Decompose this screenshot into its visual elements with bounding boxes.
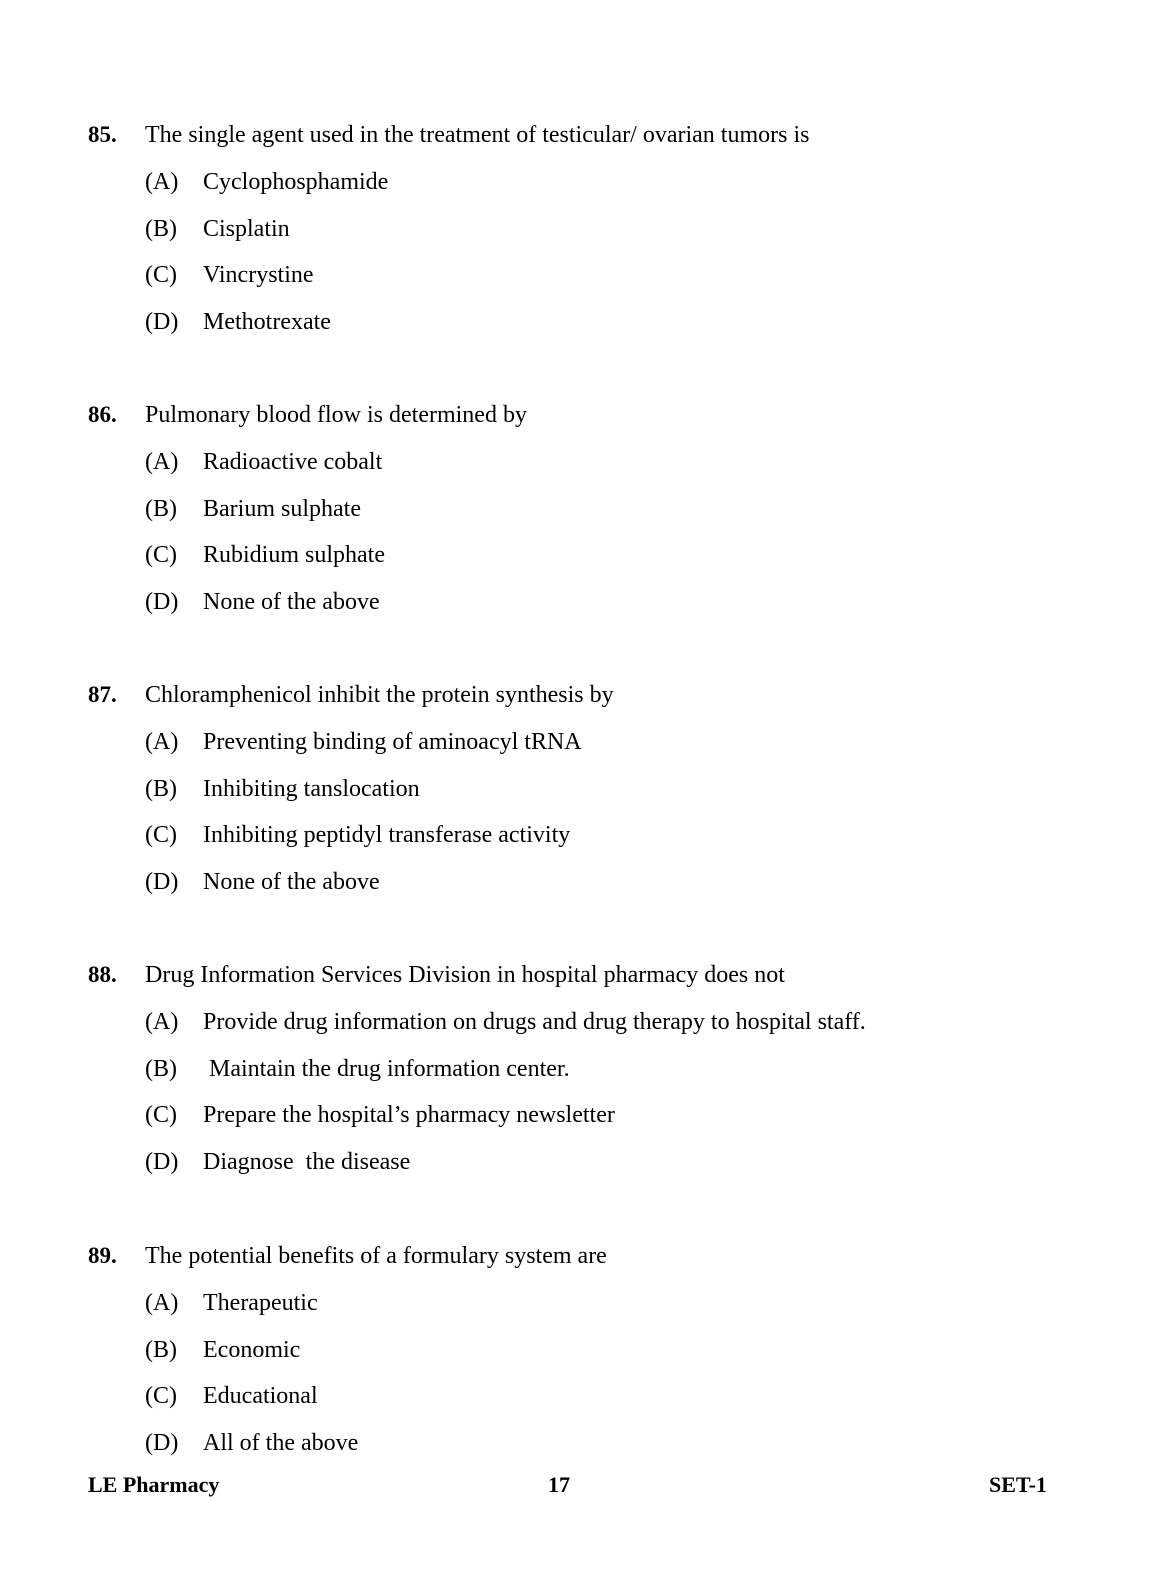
question-number: 87.	[88, 682, 117, 707]
option-label: (D)	[145, 309, 179, 335]
option-text: Inhibiting tanslocation	[203, 776, 420, 802]
option-label: (D)	[145, 1149, 179, 1175]
option-label: (A)	[145, 169, 179, 195]
option-label: (B)	[145, 216, 177, 242]
option-text: Therapeutic	[203, 1290, 318, 1316]
option-text: Cyclophosphamide	[203, 169, 389, 195]
question-number: 86.	[88, 402, 117, 427]
option-label: (B)	[145, 776, 177, 802]
option-label: (B)	[145, 1056, 177, 1082]
option-label: (D)	[145, 589, 179, 615]
page-number: 17	[548, 1472, 570, 1497]
option-text: Vincrystine	[203, 262, 314, 288]
option-text: Inhibiting peptidyl transferase activity	[203, 822, 571, 848]
option-text: Prepare the hospital’s pharmacy newsletter	[203, 1102, 615, 1128]
footer-set: SET-1	[989, 1472, 1047, 1497]
question-text: Drug Information Services Division in hospital pharmacy does not	[145, 962, 785, 988]
option-text: Cisplatin	[203, 216, 290, 242]
option-label: (A)	[145, 449, 179, 475]
option-label: (C)	[145, 262, 177, 288]
option-text: Educational	[203, 1383, 318, 1409]
question-text: The single agent used in the treatment of testicular/ ovarian tumors is	[145, 122, 810, 148]
option-label: (B)	[145, 1337, 177, 1363]
option-text: None of the above	[203, 589, 380, 615]
option-text: Preventing binding of aminoacyl tRNA	[203, 729, 582, 755]
option-text: Rubidium sulphate	[203, 542, 385, 568]
question-text: The potential benefits of a formulary system are	[145, 1243, 607, 1269]
option-label: (D)	[145, 869, 179, 895]
option-label: (D)	[145, 1430, 179, 1456]
option-label: (A)	[145, 1009, 179, 1035]
option-text: Methotrexate	[203, 309, 331, 335]
option-label: (C)	[145, 1383, 177, 1409]
option-label: (C)	[145, 1102, 177, 1128]
option-text: Diagnose the disease	[203, 1149, 411, 1175]
option-label: (A)	[145, 1290, 179, 1316]
question-number: 88.	[88, 962, 117, 987]
question-number: 89.	[88, 1243, 117, 1268]
question-number: 85.	[88, 122, 117, 147]
option-text: Provide drug information on drugs and drug therapy to hospital staff.	[203, 1009, 866, 1035]
option-text: Radioactive cobalt	[203, 449, 383, 475]
option-text: Barium sulphate	[203, 496, 361, 522]
option-label: (C)	[145, 542, 177, 568]
option-text: All of the above	[203, 1430, 359, 1456]
option-text: Maintain the drug information center.	[203, 1056, 570, 1082]
option-text: Economic	[203, 1337, 301, 1363]
option-text: None of the above	[203, 869, 380, 895]
question-text: Chloramphenicol inhibit the protein synthesis by	[145, 682, 614, 708]
option-label: (C)	[145, 822, 177, 848]
option-label: (A)	[145, 729, 179, 755]
option-label: (B)	[145, 496, 177, 522]
question-text: Pulmonary blood flow is determined by	[145, 402, 527, 428]
footer-subject: LE Pharmacy	[88, 1472, 220, 1497]
